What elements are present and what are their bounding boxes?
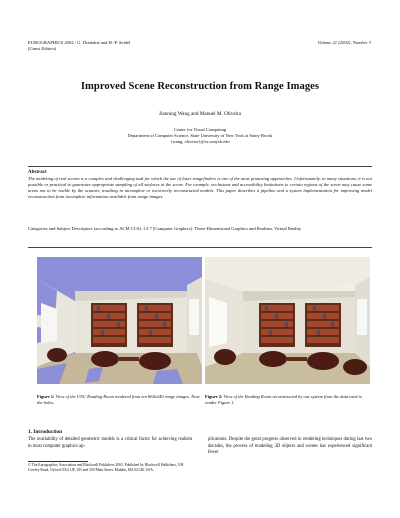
affiliation-email: {wang, oliveira}@cs.sunysb.edu bbox=[170, 138, 230, 144]
section-heading-introduction: 1. Introduction bbox=[28, 429, 63, 435]
figure-1-caption bbox=[37, 394, 202, 406]
journal-header-line: EUROGRAPHICS 2002 / G. Drettakis and H.-P. Seidel bbox=[28, 40, 131, 45]
paper-title: Improved Scene Reconstruction from Range Images bbox=[80, 81, 320, 92]
intro-right-column: plications. Despite the great progress observed in rendering techniques during last two decades, the process of modeling 3D objects and scenes has experienced significant fewer bbox=[208, 437, 372, 456]
abstract-text: The modeling of real scenes is a complex and challenging task for which the use of laser rangefinders is one of the most promising approaches. Unfortunately, in many situations, it is not possible or practical to guarantee appropriate sampling of all surfaces in the scene. For example, occlusions and accessibility limitations to certain regions of the scene may cause some areas not to be visible by the scanner, resulting in incomplete or incorrectly reconstructed models. This paper describes a pipeline and a system implementation for improving model reconstruction from incomplete information available from range images. bbox=[28, 176, 372, 200]
guest-editors-line: (Guest Editors) bbox=[28, 45, 57, 51]
acm-categories: Categories and Subject Descriptors (according to ACM CCS): I.3.7 [Computer Graphics]: Three-Dimensional Graphics and Realism, Virtual Reality bbox=[28, 226, 302, 231]
volume-header: Volume 21 (2002), Number 3 bbox=[317, 40, 371, 45]
footnote-rule bbox=[28, 461, 88, 462]
abstract-top-rule bbox=[28, 166, 372, 167]
abstract-heading: Abstract bbox=[28, 170, 47, 175]
paper-authors: Jianning Wang and Manuel M. Oliveira bbox=[158, 111, 242, 117]
journal-header bbox=[28, 40, 130, 52]
abstract-bottom-rule bbox=[28, 247, 372, 248]
figure-2-caption-text: View of the Reading Room reconstructed by our system from the data used to render Figure 1. bbox=[205, 394, 363, 405]
copyright-footnote: © The Eurographics Association and Blackwell Publishers 2002. Published by Blackwell Publishers, 108 Cowley Road, Oxford OX4 1JF, UK and 350 Main Street, Malden, MA 02148, USA. bbox=[28, 463, 184, 472]
figure-1-image bbox=[37, 257, 202, 384]
figure-1-caption-text: View of the UNC Reading Room rendered from ten 864x240 range images. Note the holes. bbox=[37, 394, 200, 405]
figure-2-label: Figure 2: bbox=[205, 394, 223, 399]
affiliation-center: Center for Visual Computing bbox=[173, 127, 227, 132]
intro-left-column: The availability of detailed geometric models is a critical factor for achieving realism in most computer graphics ap- bbox=[28, 437, 192, 449]
figure-2-caption bbox=[205, 394, 370, 406]
figure-2-image bbox=[205, 257, 370, 384]
affiliation-department: Department of Computer Science, State University of New York at Stony Brook bbox=[127, 132, 273, 138]
affiliation bbox=[0, 127, 400, 144]
figure-1-label: Figure 1: bbox=[37, 394, 55, 399]
